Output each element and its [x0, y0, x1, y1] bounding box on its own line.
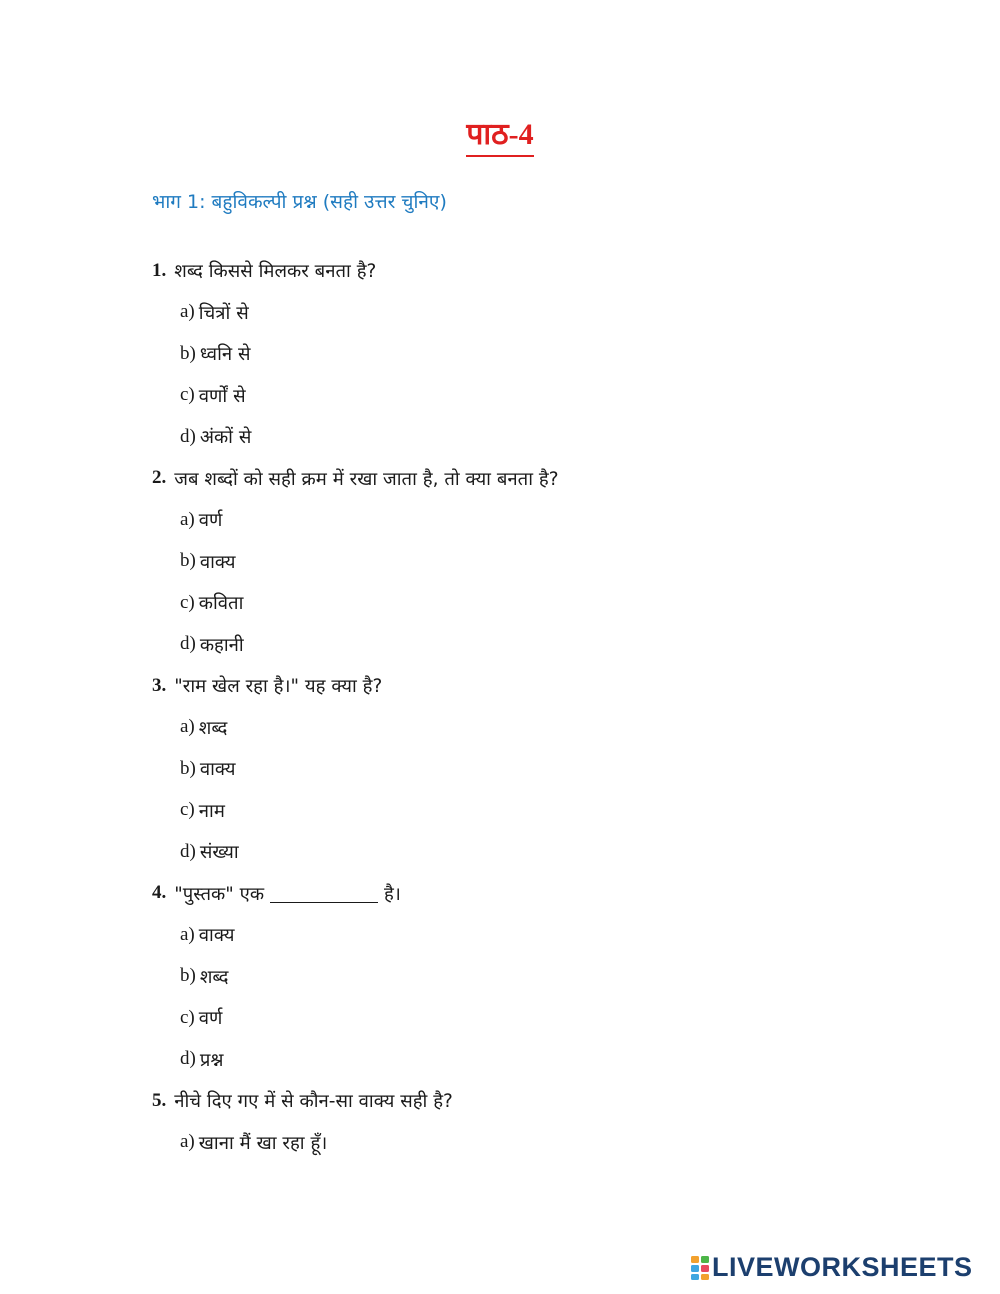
question-text-after: है।	[384, 883, 401, 905]
option-letter: c)	[180, 384, 195, 406]
option-1b[interactable]	[152, 333, 932, 375]
option-2d[interactable]	[152, 624, 932, 666]
option-3b[interactable]	[152, 748, 932, 790]
option-3d[interactable]	[152, 831, 932, 873]
option-4c[interactable]	[152, 997, 932, 1039]
question-text: शब्द किससे मिलकर बनता है?	[174, 261, 377, 283]
option-letter: a)	[180, 508, 195, 530]
liveworksheets-wordmark: LIVEWORKSHEETS	[712, 1252, 973, 1282]
option-text: वर्णों से	[198, 385, 246, 407]
question-number: 4.	[152, 882, 167, 904]
option-text: वाक्य	[199, 551, 236, 573]
question-text: नीचे दिए गए में से कौन-सा वाक्य सही है?	[174, 1091, 453, 1113]
option-text: नाम	[198, 800, 225, 822]
question-text-before: "पुस्तक" एक	[174, 883, 265, 905]
liveworksheets-logo	[690, 1252, 973, 1283]
option-letter: b)	[180, 550, 196, 572]
question-number: 3.	[152, 674, 167, 696]
option-text: चित्रों से	[198, 302, 249, 324]
option-1d[interactable]	[152, 416, 932, 458]
logo-block	[691, 1274, 699, 1280]
option-2c[interactable]	[152, 582, 932, 624]
option-letter: c)	[180, 799, 195, 821]
option-letter: d)	[180, 425, 196, 447]
option-1a[interactable]	[152, 292, 932, 334]
question-number: 5.	[152, 1089, 167, 1111]
option-letter: c)	[180, 1006, 195, 1028]
logo-block	[691, 1265, 699, 1272]
option-letter: d)	[180, 840, 196, 862]
option-4b[interactable]	[152, 956, 932, 998]
liveworksheets-blocks-icon	[690, 1255, 710, 1281]
question-number: 1.	[152, 259, 167, 281]
option-letter: b)	[180, 757, 196, 779]
question-list	[152, 250, 932, 1163]
option-text: वाक्य	[199, 759, 236, 781]
option-text: वर्ण	[198, 510, 223, 532]
option-text: प्रश्न	[199, 1049, 224, 1071]
option-text: वर्ण	[198, 1008, 223, 1030]
option-letter: a)	[180, 923, 195, 945]
option-letter: b)	[180, 342, 196, 364]
question-1	[152, 250, 932, 292]
option-2b[interactable]	[152, 541, 932, 583]
option-letter: a)	[180, 301, 195, 323]
logo-block	[691, 1256, 699, 1263]
question-text: जब शब्दों को सही क्रम में रखा जाता है, तो क्या बनता है?	[174, 468, 559, 490]
logo-block	[701, 1274, 709, 1280]
section-heading: भाग 1: बहुविकल्पी प्रश्न (सही उत्तर चुनिए)	[152, 191, 447, 213]
option-text: अंकों से	[199, 427, 252, 449]
option-2a[interactable]	[152, 499, 932, 541]
question-text: "राम खेल रहा है।" यह क्या है?	[174, 676, 383, 698]
option-letter: b)	[180, 965, 196, 987]
question-5	[152, 1080, 932, 1122]
page-title	[0, 112, 1000, 157]
option-text: शब्द	[199, 966, 229, 988]
option-5a[interactable]	[152, 1122, 932, 1164]
option-letter: d)	[180, 1048, 196, 1070]
option-text: वाक्य	[198, 925, 235, 947]
option-letter: a)	[180, 716, 195, 738]
question-2	[152, 458, 932, 500]
question-number: 2.	[152, 467, 167, 489]
option-4d[interactable]	[152, 1039, 932, 1081]
answer-blank[interactable]	[270, 884, 378, 903]
option-letter: d)	[180, 633, 196, 655]
option-text: कहानी	[199, 634, 244, 656]
logo-block	[701, 1265, 709, 1272]
option-4a[interactable]	[152, 914, 932, 956]
logo-block	[701, 1256, 709, 1263]
option-text: ध्वनि से	[199, 344, 251, 366]
option-3c[interactable]	[152, 790, 932, 832]
option-letter: c)	[180, 591, 195, 613]
question-3	[152, 665, 932, 707]
option-text: खाना मैं खा रहा हूँ।	[198, 1132, 328, 1154]
option-text: शब्द	[198, 717, 228, 739]
option-1c[interactable]	[152, 375, 932, 417]
option-text: संख्या	[199, 842, 239, 864]
page-title-text: पाठ-4	[466, 112, 533, 157]
option-3a[interactable]	[152, 707, 932, 749]
option-text: कविता	[198, 593, 244, 615]
option-letter: a)	[180, 1131, 195, 1153]
question-4	[152, 873, 932, 915]
